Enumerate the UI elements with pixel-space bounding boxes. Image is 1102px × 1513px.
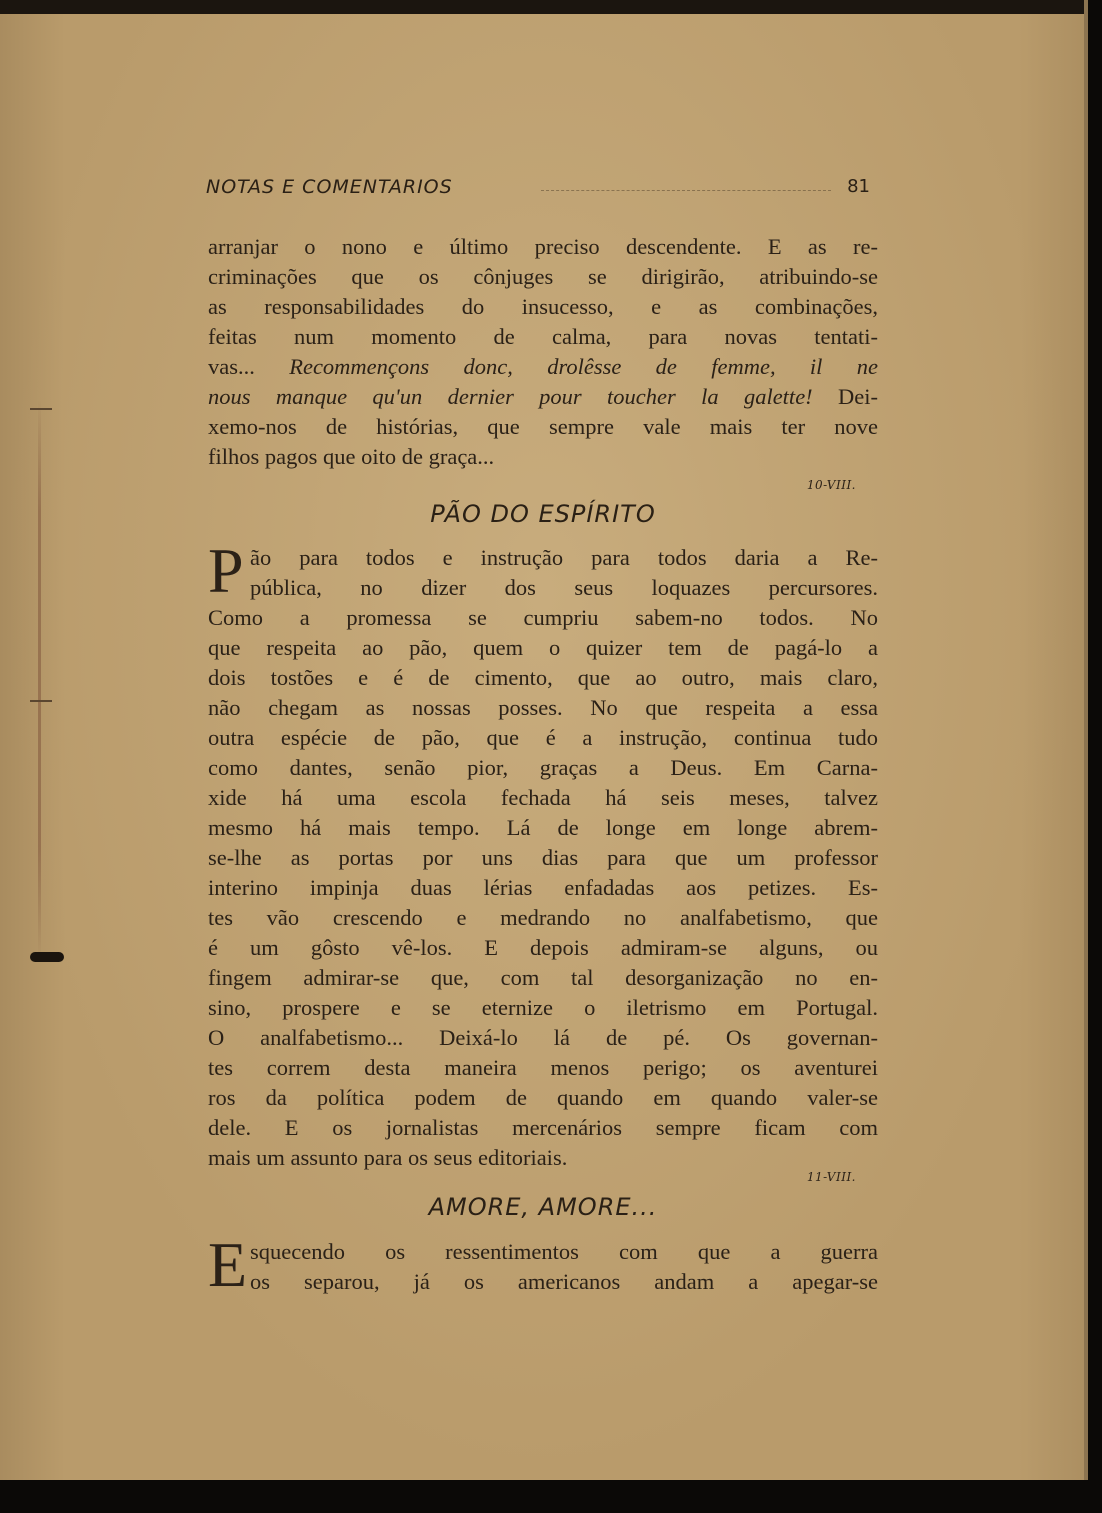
margin-tick bbox=[30, 700, 52, 702]
text-line: se-lhe as portas por uns dias para que um professor bbox=[208, 845, 878, 870]
text-line bbox=[208, 352, 878, 382]
drop-cap: E bbox=[208, 1229, 248, 1300]
text-line: sino, prospere e se eternize o iletrismo em Portugal. bbox=[208, 995, 878, 1020]
text-line: O analfabetismo... Deixá-lo lá de pé. Os governan- bbox=[208, 1025, 878, 1050]
dateline: 11-VIII. bbox=[806, 1170, 856, 1184]
text-line bbox=[208, 382, 878, 412]
binding-mark bbox=[30, 952, 64, 962]
drop-cap: P bbox=[208, 535, 244, 606]
text-line: não chegam as nossas posses. No que respeita a essa bbox=[208, 695, 878, 720]
section-paragraph bbox=[208, 535, 878, 1173]
running-header bbox=[206, 168, 876, 208]
text-line: xide há uma escola fechada há seis meses, talvez bbox=[208, 785, 878, 810]
text-line: dois tostões e é de cimento, que ao outro, mais claro, bbox=[208, 665, 878, 690]
header-rule bbox=[541, 190, 831, 191]
text-line: tes correm desta maneira menos perigo; os aventurei bbox=[208, 1055, 878, 1080]
text-line: pública, no dizer dos seus loquazes percursores. bbox=[250, 575, 878, 600]
text-line: feitas num momento de calma, para novas tentati- bbox=[208, 324, 878, 349]
dateline: 10-VIII. bbox=[806, 478, 856, 492]
text-fragment: vas... bbox=[208, 354, 255, 379]
continuation-paragraph bbox=[208, 232, 878, 472]
section-title: PÃO DO ESPÍRITO bbox=[430, 500, 656, 528]
page-number: 81 bbox=[847, 176, 870, 197]
text-line: que respeita ao pão, quem o quizer tem de pagá-lo a bbox=[208, 635, 878, 660]
text-line: as responsabilidades do insucesso, e as combinações, bbox=[208, 294, 878, 319]
header-title: NOTAS E COMENTARIOS bbox=[206, 176, 453, 198]
section-title: AMORE, AMORE... bbox=[428, 1193, 658, 1221]
text-line: squecendo os ressentimentos com que a guerra bbox=[250, 1239, 878, 1264]
text-line: como dantes, senão pior, graças a Deus. Em Carna- bbox=[208, 755, 878, 780]
scan-top-edge bbox=[0, 0, 1084, 14]
text-line: arranjar o nono e último preciso descendente. E as re- bbox=[208, 234, 878, 259]
text-line: Como a promessa se cumpriu sabem-no todos. No bbox=[208, 605, 878, 630]
text-line: dele. E os jornalistas mercenários sempre ficam com bbox=[208, 1115, 878, 1140]
text-line: ão para todos e instrução para todos daria a Re- bbox=[250, 545, 878, 570]
margin-tick bbox=[30, 408, 52, 410]
text-line: fingem admirar-se que, com tal desorganização no en- bbox=[208, 965, 878, 990]
text-line: interino impinja duas lérias enfadadas aos petizes. Es- bbox=[208, 875, 878, 900]
binding-margin-line bbox=[38, 400, 41, 960]
text-line: é um gôsto vê-los. E depois admiram-se alguns, ou bbox=[208, 935, 878, 960]
text-line: criminações que os cônjuges se dirigirão, atribuindo-se bbox=[208, 264, 878, 289]
text-line: os separou, já os americanos andam a apegar-se bbox=[250, 1269, 878, 1294]
text-line: xemo-nos de histórias, que sempre vale mais ter nove bbox=[208, 414, 878, 439]
section-paragraph bbox=[208, 1229, 878, 1300]
text-line: outra espécie de pão, que é a instrução, continua tudo bbox=[208, 725, 878, 750]
text-line: mesmo há mais tempo. Lá de longe em longe abrem- bbox=[208, 815, 878, 840]
text-fragment: Dei- bbox=[838, 384, 879, 409]
text-line: ros da política podem de quando em quando valer-se bbox=[208, 1085, 878, 1110]
french-quote: nous manque qu'un dernier pour toucher la galette! bbox=[208, 384, 813, 409]
text-line: mais um assunto para os seus editoriais. bbox=[208, 1145, 568, 1170]
text-line: tes vão crescendo e medrando no analfabetismo, que bbox=[208, 905, 878, 930]
text-line: filhos pagos que oito de graça... bbox=[208, 444, 495, 469]
french-quote: Recommençons donc, drolêsse de femme, il ne bbox=[289, 354, 878, 379]
